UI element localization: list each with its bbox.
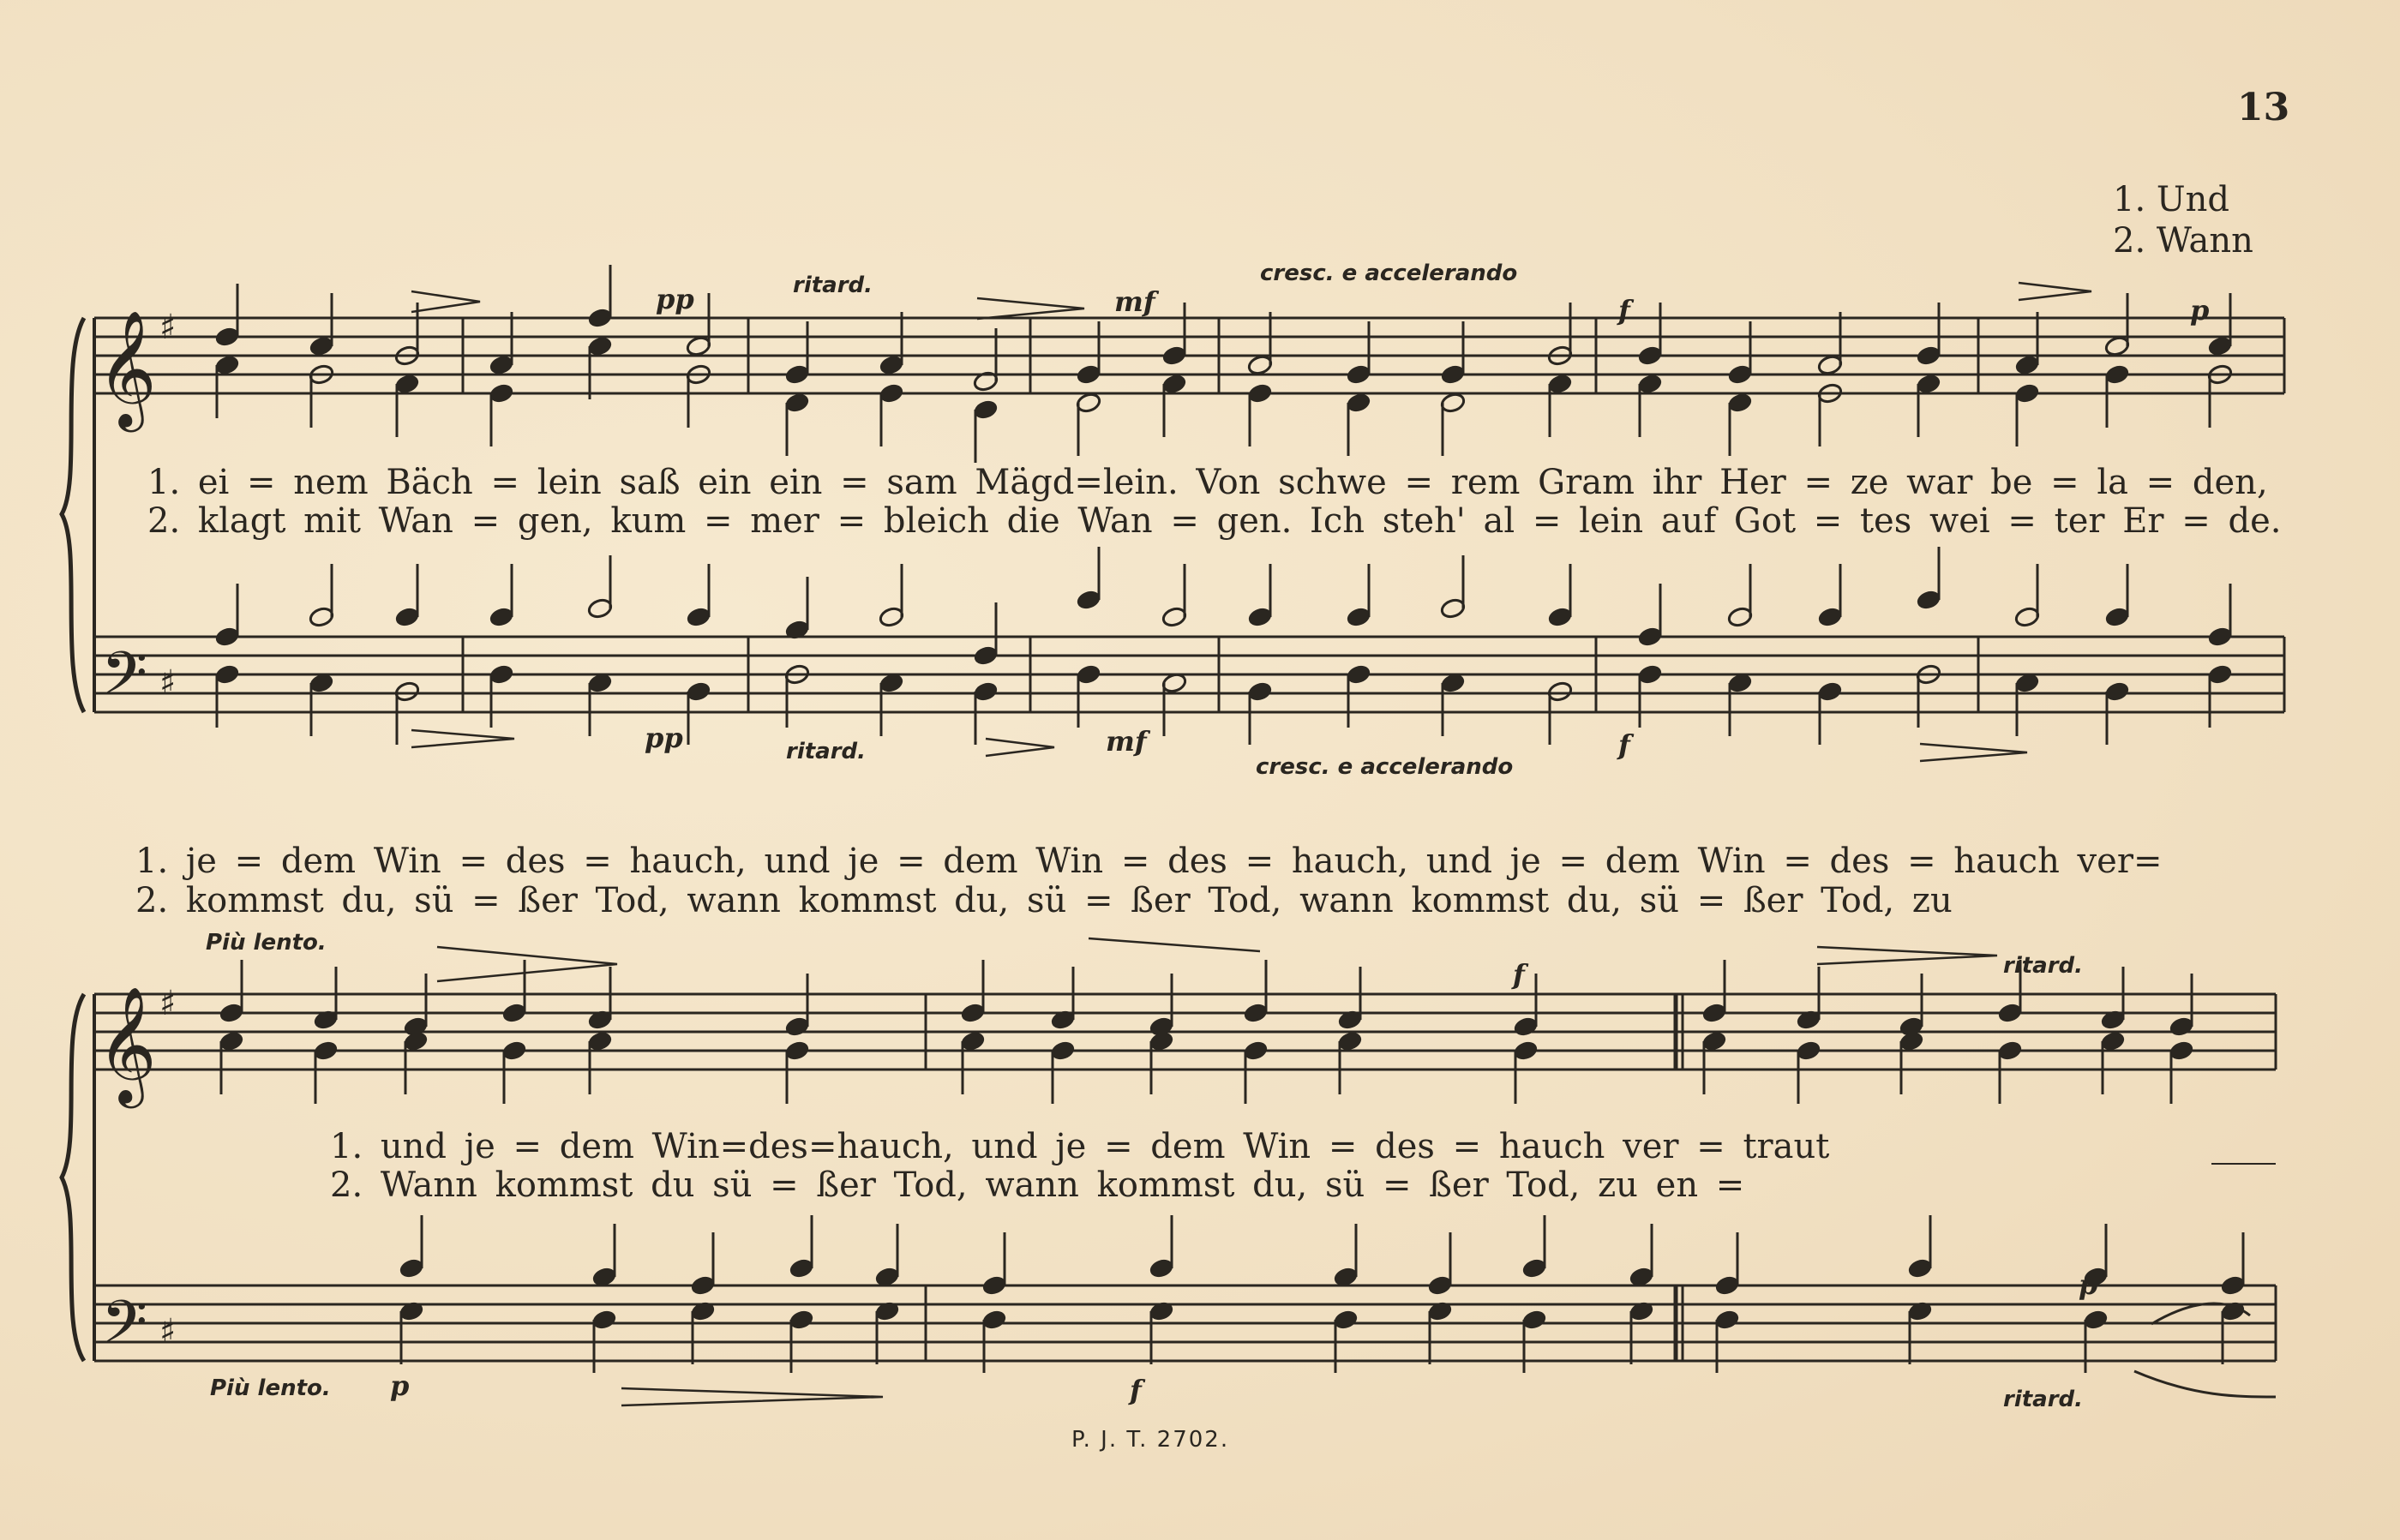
tempo-ritard: ritard. (793, 273, 873, 298)
staff-treble-1 (94, 318, 2284, 393)
svg-text:♯: ♯ (159, 984, 177, 1023)
svg-text:♯: ♯ (159, 1312, 177, 1351)
dynamic-pp-bass: pp (645, 722, 683, 754)
tempo-piu-lento-bass: Più lento. (210, 1375, 331, 1401)
tempo-ritard-bass-2: ritard. (2003, 1387, 2084, 1412)
dynamic-pp: pp (656, 283, 694, 315)
svg-text:𝄞: 𝄞 (97, 309, 157, 427)
svg-text:𝄞: 𝄞 (97, 985, 157, 1103)
lyrics-verse-1: 1. ei = nem Bäch = lein saß ein ein = sam Mägd=lein. Von schwe = rem Gram ihr Her = ze war be = la = den, (147, 463, 2268, 502)
dynamic-mf: mf (1114, 285, 1155, 318)
lyrics-refrain-2: 2. kommst du, sü = ßer Tod, wann kommst du, sü = ßer Tod, wann kommst du, sü = ßer Tod, zu (135, 881, 1953, 920)
tempo-cresc: cresc. e accelerando (1260, 261, 1518, 286)
staff-bass-1 (94, 637, 2284, 712)
dynamic-f-2: f (1513, 958, 1525, 991)
dynamic-mf-bass: mf (1106, 725, 1147, 758)
dynamic-p-end: p (2079, 1268, 2098, 1301)
svg-text:𝄢: 𝄢 (101, 1287, 148, 1371)
staff-bass-2 (94, 1285, 2276, 1361)
dynamic-p-bass: p (390, 1369, 410, 1402)
tempo-cresc-bass: cresc. e accelerando (1256, 754, 1514, 780)
tempo-ritard-2: ritard. (2003, 953, 2084, 979)
lyrics-inner-2: 2. Wann kommst du sü = ßer Tod, wann kommst du, sü = ßer Tod, zu en = (330, 1165, 1745, 1205)
plate-number: P. J. T. 2702. (1071, 1427, 1230, 1453)
svg-text:𝄢: 𝄢 (101, 638, 148, 722)
page-number: 13 (2237, 86, 2290, 129)
lyrics-verse-2: 2. klagt mit Wan = gen, kum = mer = bleich die Wan = gen. Ich steh' al = lein auf Got = tes wei = ter Er = de. (147, 501, 2282, 541)
refrain-prefix-1: 1. Und (2113, 180, 2229, 219)
svg-text:♯: ♯ (159, 663, 177, 703)
tempo-ritard-bass: ritard. (786, 739, 867, 764)
refrain-prefix-2: 2. Wann (2113, 221, 2253, 261)
dynamic-f-bass-2: f (1130, 1374, 1142, 1406)
lyrics-refrain-1: 1. je = dem Win = des = hauch, und je = dem Win = des = hauch, und je = dem Win = des = hauch ver= (135, 842, 2163, 881)
lyrics-inner-1: 1. und je = dem Win=des=hauch, und je = dem Win = des = hauch ver = traut (330, 1127, 1830, 1166)
dynamic-f-bass: f (1618, 728, 1630, 761)
tempo-piu-lento: Più lento. (206, 930, 327, 956)
svg-text:♯: ♯ (159, 308, 177, 347)
dynamic-p: p (2190, 294, 2210, 327)
dynamic-f: f (1618, 294, 1630, 327)
